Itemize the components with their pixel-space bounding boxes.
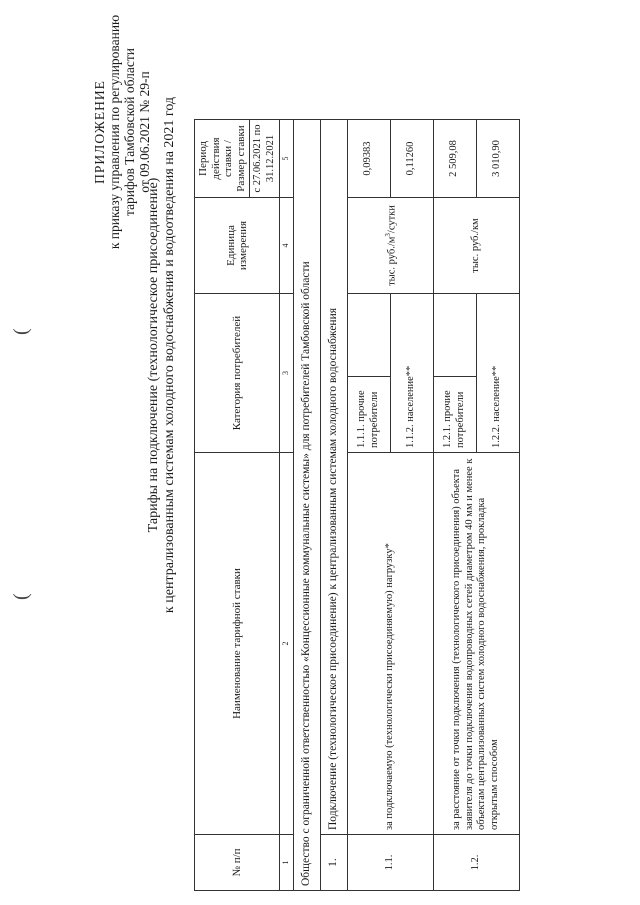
column-index: 3 (280, 294, 294, 453)
row-value: 0,09383 (347, 120, 390, 198)
header-unit: Единица измерения (195, 198, 280, 294)
row-category-blank (433, 294, 476, 377)
table-row (347, 120, 390, 891)
appendix-line: от 09.06.2021 № 29-п (137, 71, 152, 193)
tariff-table (194, 119, 520, 891)
row-category-blank (347, 294, 390, 377)
punch-hole-mark: ( (10, 593, 32, 600)
row-category: 1.2.1. прочие потребители (433, 377, 476, 453)
organization-name: Общество с ограниченной ответственностью «Концессионные коммунальные системы» для потребителей Тамбовской области (293, 120, 320, 891)
column-index: 4 (280, 198, 294, 294)
row-unit-main: тыс. руб./м (386, 236, 397, 286)
appendix-line: к приказу управления по регулированию (107, 14, 122, 250)
row-unit-tail: /сутки (386, 205, 397, 234)
row-category: 1.1.1. прочие потребители (347, 377, 390, 453)
table-row (433, 120, 476, 891)
appendix-line: тарифов Тамбовской области (122, 48, 137, 216)
column-index: 2 (280, 453, 294, 835)
row-num: 1.1. (347, 835, 433, 891)
row-unit: тыс. руб./км (433, 198, 519, 294)
column-index: 1 (280, 835, 294, 891)
row-value: 0,11260 (390, 120, 433, 198)
column-index-row (280, 120, 294, 891)
header-num: № п/п (195, 835, 280, 891)
row-unit-sup: 3 (383, 233, 392, 237)
row-value: 2 509,08 (433, 120, 476, 198)
row-value: 3 010,90 (476, 120, 519, 198)
header-period-range: с 27.06.2021 по 31.12.2021 (250, 120, 280, 198)
row-name: за подключаемую (технологически присоединяемую) нагрузку* (347, 453, 433, 835)
organization-row (293, 120, 320, 891)
row-num: 1.2. (433, 835, 519, 891)
section-row (320, 120, 347, 891)
column-index: 5 (280, 120, 294, 198)
document-title-line: к централизованным системам холодного водоснабжения и водоотведения на 2021 год (162, 96, 177, 614)
appendix-title: ПРИЛОЖЕНИЕ (92, 80, 107, 184)
punch-hole-mark: ( (10, 328, 32, 335)
row-name: за расстояние от точки подключения (технологического присоединения) объекта заявителя до точки подключения водопроводных сетей диаметром 40 мм и менее к объектам централизованных систем холодного водоснабжения, прокладка открытым способом (433, 453, 519, 835)
section-num: 1. (320, 835, 347, 891)
section-label: Подключение (технологическое присоединение) к централизованным системам холодного водоснабжения (320, 120, 347, 835)
appendix-block (92, 7, 152, 257)
document-title-line: Тарифы на подключение (технологическое присоединение) (146, 177, 161, 533)
row-unit (347, 198, 433, 294)
table-header-row (195, 120, 250, 891)
row-category: 1.2.2. население** (476, 294, 519, 453)
header-period: Период действия ставки /Размер ставки (195, 120, 250, 198)
header-name: Наименование тарифной ставки (195, 453, 280, 835)
header-category: Категория потребителей (195, 294, 280, 453)
row-category: 1.1.2. население** (390, 294, 433, 453)
document-title (146, 5, 178, 705)
